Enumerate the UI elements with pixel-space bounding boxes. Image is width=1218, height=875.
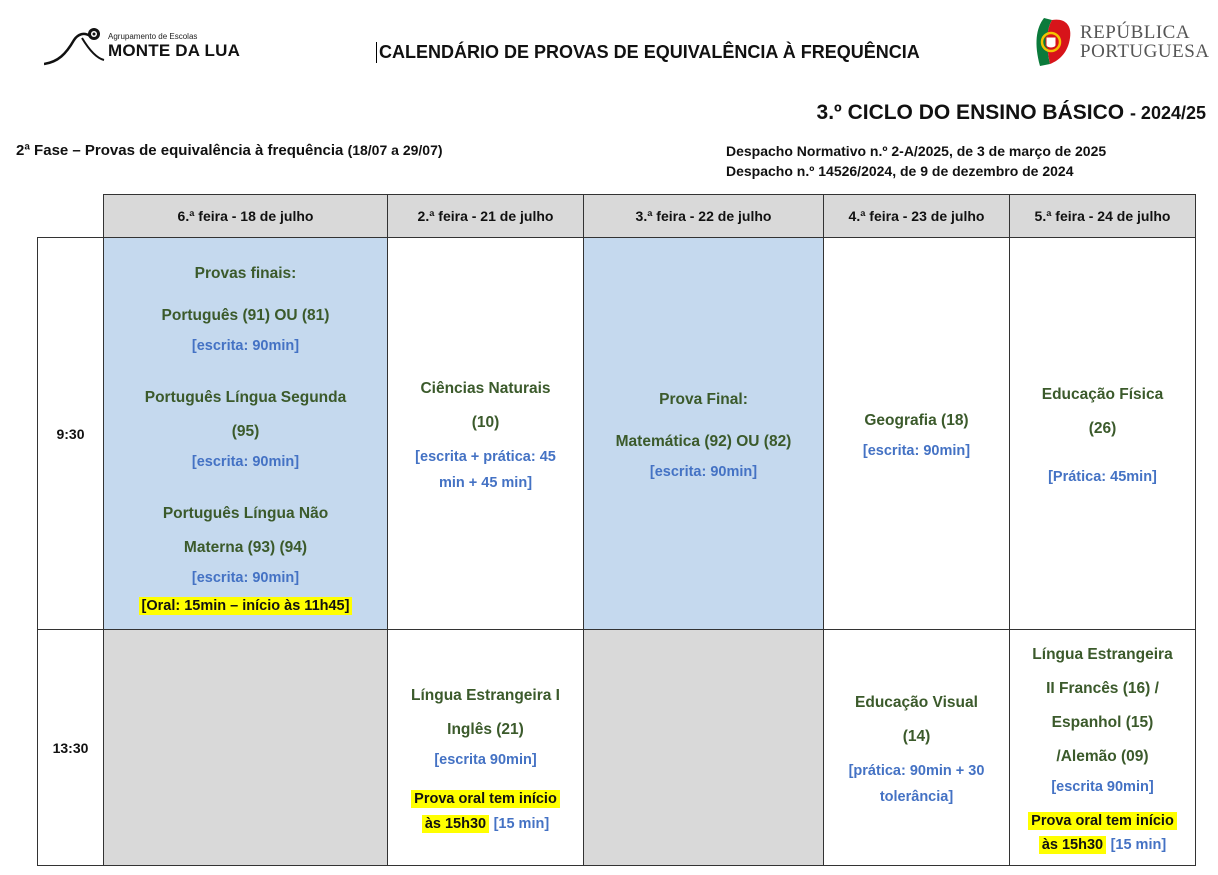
oral-note-highlight: às 15h30 <box>422 815 489 833</box>
exam-subject: Língua Estrangeira <box>1032 645 1173 663</box>
exam-heading: Provas finais: <box>194 264 297 282</box>
table-header-row <box>38 195 1196 238</box>
day-header: 6.ª feira - 18 de julho <box>104 195 388 238</box>
exam-duration: [escrita 90min] <box>1051 778 1154 795</box>
exam-duration: [escrita 90min] <box>434 751 537 768</box>
republic-line1: REPÚBLICA <box>1080 22 1191 43</box>
exam-heading: Prova Final: <box>659 390 748 408</box>
exam-cell <box>1010 630 1196 866</box>
corner-cell <box>38 195 104 238</box>
exam-subject: (14) <box>902 727 931 745</box>
republic-line2: PORTUGUESA <box>1080 41 1210 62</box>
exam-subject: Educação Física <box>1041 385 1164 403</box>
exam-cell <box>824 238 1010 630</box>
exam-subject: Português Língua Não <box>162 504 329 522</box>
exam-subject: Materna (93) (94) <box>183 538 308 556</box>
cycle-heading <box>817 101 1206 125</box>
exam-duration: min + 45 min] <box>438 474 533 491</box>
school-subtitle: Agrupamento de Escolas <box>108 32 198 41</box>
exam-calendar-table <box>37 194 1196 866</box>
day-header: 4.ª feira - 23 de julho <box>824 195 1010 238</box>
school-logo-swoosh-icon <box>44 26 106 66</box>
document-title: CALENDÁRIO DE PROVAS DE EQUIVALÊNCIA À FREQUÊNCIA <box>376 42 920 63</box>
despacho: Despacho n.º 14526/2024, de 9 de dezembro de 2024 <box>726 163 1074 179</box>
exam-duration: [escrita: 90min] <box>191 569 300 586</box>
day-header: 3.ª feira - 22 de julho <box>584 195 824 238</box>
exam-subject: (95) <box>231 422 260 440</box>
cycle-name: 3.º CICLO DO ENSINO BÁSICO <box>816 101 1125 124</box>
table-row <box>38 630 1196 866</box>
exam-duration: [escrita: 90min] <box>862 442 971 459</box>
exam-duration: [Prática: 45min] <box>1048 468 1157 485</box>
empty-cell <box>584 630 824 866</box>
oral-note-highlight: Prova oral tem início <box>1028 812 1177 830</box>
exam-duration: [escrita: 90min] <box>649 463 758 480</box>
day-header: 2.ª feira - 21 de julho <box>388 195 584 238</box>
exam-cell <box>584 238 824 630</box>
oral-note-highlight: Prova oral tem início <box>411 790 560 808</box>
exam-subject: /Alemão (09) <box>1056 747 1149 765</box>
exam-cell <box>1010 238 1196 630</box>
oral-note-highlight: às 15h30 <box>1039 836 1106 854</box>
exam-subject: Inglês (21) <box>447 720 524 738</box>
exam-cell <box>388 630 584 866</box>
empty-cell <box>104 630 388 866</box>
exam-cell <box>104 238 388 630</box>
portugal-flag-icon <box>1030 14 1074 70</box>
exam-duration: [prática: 90min + 30 <box>848 762 985 779</box>
time-cell: 9:30 <box>38 238 104 630</box>
school-logo <box>44 22 244 72</box>
phase-info <box>16 142 443 159</box>
exam-subject: Educação Visual <box>855 693 978 711</box>
time-cell: 13:30 <box>38 630 104 866</box>
exam-subject: II Francês (16) / <box>1046 679 1159 697</box>
exam-subject: (10) <box>471 413 500 431</box>
oral-duration: [15 min] <box>1110 836 1167 853</box>
day-header: 5.ª feira - 24 de julho <box>1010 195 1196 238</box>
exam-duration: [escrita + prática: 45 <box>415 448 556 465</box>
phase-label: 2ª Fase – Provas de equivalência à frequência <box>16 142 344 159</box>
school-name: MONTE DA LUA <box>108 41 241 60</box>
exam-duration: tolerância] <box>879 788 954 805</box>
exam-subject: Português Língua Segunda <box>144 388 347 406</box>
oral-duration: [15 min] <box>493 815 550 832</box>
exam-subject: Português (91) OU (81) <box>161 306 330 324</box>
exam-subject: Ciências Naturais <box>420 379 551 397</box>
oral-note-highlight: [Oral: 15min – início às 11h45] <box>139 597 353 615</box>
exam-subject: Língua Estrangeira I <box>410 686 560 704</box>
exam-subject: Espanhol (15) <box>1051 713 1154 731</box>
phase-dates: (18/07 a 29/07) <box>347 142 443 158</box>
exam-duration: [escrita: 90min] <box>191 453 300 470</box>
exam-duration: [escrita: 90min] <box>191 337 300 354</box>
exam-cell <box>388 238 584 630</box>
exam-subject: (26) <box>1088 419 1117 437</box>
exam-subject: Geografia (18) <box>864 411 969 429</box>
despacho-normativo: Despacho Normativo n.º 2-A/2025, de 3 de março de 2025 <box>726 143 1107 159</box>
table-row <box>38 238 1196 630</box>
republic-logo <box>1030 14 1215 74</box>
exam-cell <box>824 630 1010 866</box>
exam-subject: Matemática (92) OU (82) <box>615 432 792 450</box>
school-year: - 2024/25 <box>1129 103 1206 123</box>
